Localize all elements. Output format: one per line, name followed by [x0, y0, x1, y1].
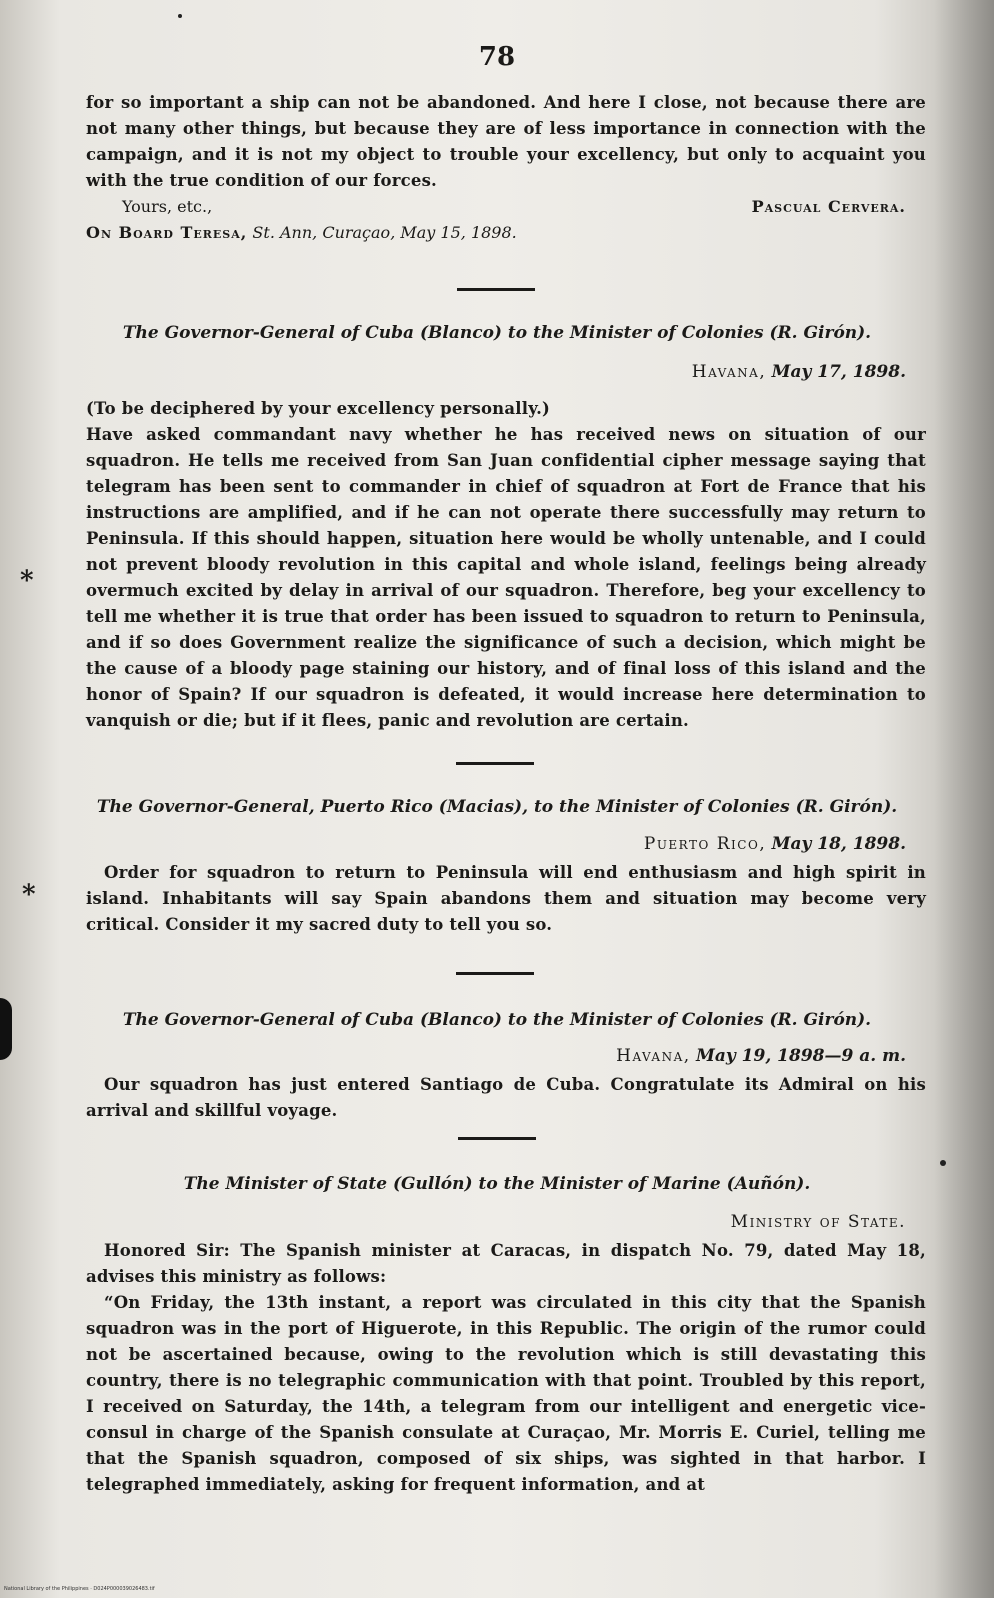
dispatch-date: May 17, 1898.: [771, 362, 906, 382]
section-rule: [456, 972, 534, 975]
scan-speck: [940, 1160, 946, 1166]
dispatch-heading: The Governor-General of Cuba (Blanco) to the Minister of Colonies (R. Girón).: [122, 1010, 872, 1030]
dispatch-paragraph: (To be deciphered by your excellency personally.): [86, 399, 551, 418]
signature-row: [86, 194, 926, 220]
dispatch-dateline: [644, 834, 906, 854]
dispatch-place: Puerto Rico,: [643, 834, 767, 854]
dispatch-heading: The Governor-General, Puerto Rico (Macias), to the Minister of Colonies (R. Girón).: [96, 797, 898, 817]
dispatch-dateline: [731, 1212, 906, 1232]
origin-place: On Board Teresa,: [86, 223, 248, 242]
dispatch-dateline: [616, 1046, 906, 1066]
dispatch-date: May 19, 1898—9 a. m.: [696, 1046, 906, 1066]
letter-end-text: for so important a ship can not be abandoned. And here I close, not because there are not many other things, but because they are of less importance in connection with the campaign, and it is not my object to trouble your excellency, but only to acquaint you with the true condition of our forces.: [86, 93, 926, 190]
dispatch-paragraph: Order for squadron to return to Peninsula will end enthusiasm and high spirit in island. Inhabitants will say Spain abandons them and situation may become very critical. Consider it my sacred duty to tell you so.: [86, 863, 926, 934]
dispatch-body: [86, 1072, 926, 1124]
section-rule: [457, 288, 535, 291]
dispatch-place: Havana,: [691, 362, 767, 382]
margin-asterisk: *: [22, 880, 36, 910]
margin-asterisk: *: [20, 566, 34, 596]
dispatch-body: [86, 860, 926, 938]
dispatch-dateline: [692, 362, 906, 382]
dispatch-paragraph: Honored Sir: The Spanish minister at Caracas, in dispatch No. 79, dated May 18, advises this ministry as follows:: [86, 1241, 926, 1286]
origin-date: St. Ann, Curaçao, May 15, 1898.: [252, 223, 517, 242]
dispatch-paragraph: Our squadron has just entered Santiago de Cuba. Congratulate its Admiral on his arrival and skillful voyage.: [86, 1075, 926, 1120]
closing: Yours, etc.,: [122, 197, 213, 216]
scan-speck: [178, 14, 182, 18]
scan-footer: National Library of the Philippines · D024P000039026483.tif: [4, 1586, 155, 1592]
dispatch-place: Ministry of State.: [730, 1212, 906, 1232]
letter-end: [86, 90, 926, 246]
dispatch-body: [86, 396, 926, 734]
section-rule: [458, 1137, 536, 1140]
dispatch-paragraph: “On Friday, the 13th instant, a report was circulated in this city that the Spanish squadron was in the port of Higuerote, in this Republic. The origin of the rumor could not be ascertained because, owing to the revolution which is still devastating this country, there is no telegraphic communication with that point. Troubled by this report, I received on Saturday, the 14th, a telegram from our intelligent and energetic vice-consul in charge of the Spanish consulate at Curaçao, Mr. Morris E. Curiel, telling me that the Spanish squadron, composed of six ships, was sighted in that harbor. I telegraphed immediately, asking for frequent information, and at: [86, 1293, 926, 1494]
dispatch-date: May 18, 1898.: [771, 834, 906, 854]
dispatch-body: [86, 1238, 926, 1498]
letter-origin: [86, 220, 926, 246]
dispatch-place: Havana,: [616, 1046, 691, 1066]
section-rule: [456, 762, 534, 765]
dispatch-heading: The Minister of State (Gullón) to the Minister of Marine (Auñón).: [183, 1174, 811, 1194]
dispatch-heading: The Governor-General of Cuba (Blanco) to the Minister of Colonies (R. Girón).: [122, 323, 872, 343]
dispatch-paragraph: Have asked commandant navy whether he has received news on situation of our squadron. He tells me received from San Juan confidential cipher message saying that telegram has been sent to commander in chief of squadron at Fort de France that his instructions are amplified, and if he can not operate there successfully may return to Peninsula. If this should happen, situation here would be wholly untenable, and I could not prevent bloody revolution in this capital and whole island, feelings being already overmuch excited by delay in arrival of our squadron. Therefore, beg your excellency to tell me whether it is true that order has been issued to squadron to return to Peninsula, and if so does Government realize the significance of such a decision, which might be the cause of a bloody page staining our history, and of final loss of this island and the honor of Spain? If our squadron is defeated, it would increase here determination to vanquish or die; but if it flees, panic and revolution are certain.: [86, 425, 926, 730]
page-number: 78: [478, 42, 516, 72]
signature: Pascual Cervera.: [751, 197, 906, 216]
